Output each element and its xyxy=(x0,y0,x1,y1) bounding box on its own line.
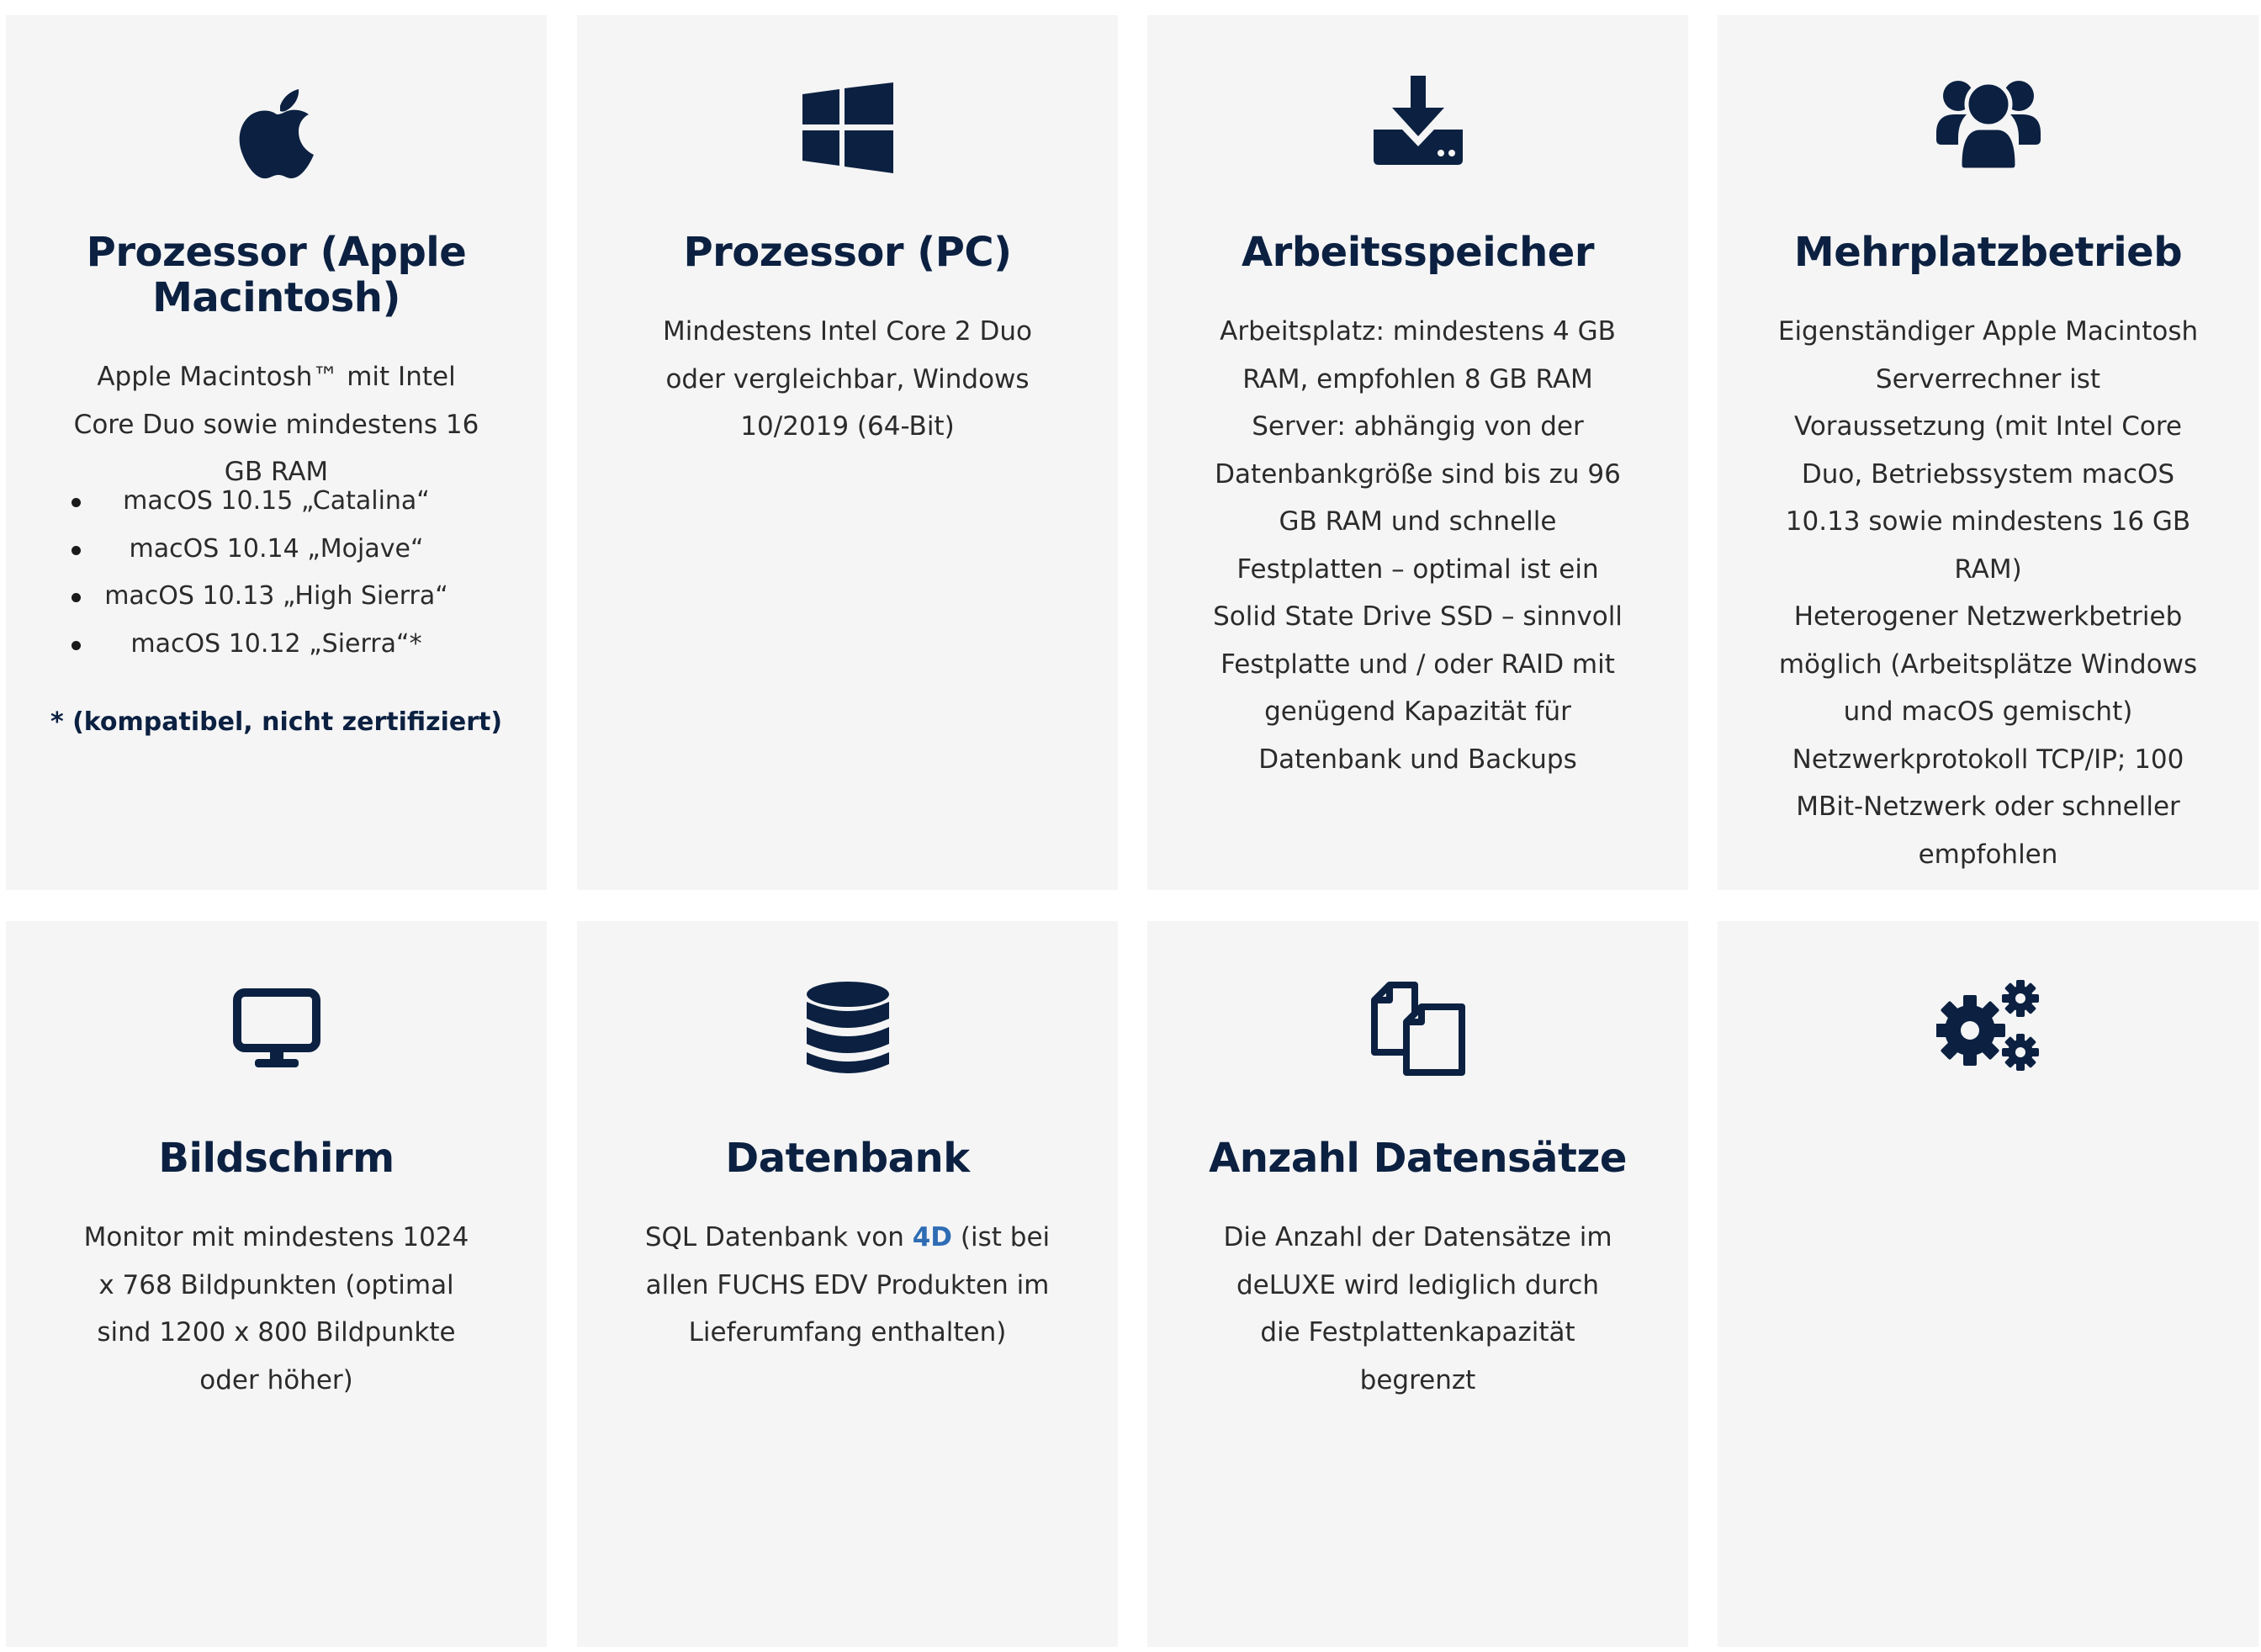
card-prozessor-apple xyxy=(6,15,547,890)
windows-icon xyxy=(577,82,1118,173)
card-mehrplatzbetrieb xyxy=(1718,15,2258,890)
4d-link[interactable]: 4D xyxy=(912,1222,953,1252)
card-body-text: Heterogener Netzwerkbetrieb möglich (Arbeitsplätze Windows und macOS gemischt) xyxy=(1778,601,2198,727)
download-icon xyxy=(1147,76,1688,165)
card-prozessor-pc xyxy=(577,15,1118,890)
card-arbeitsspeicher xyxy=(1147,15,1688,890)
card-gears xyxy=(1718,921,2258,1647)
card-body xyxy=(644,1214,1051,1357)
card-body-text: Apple Macintosh™ mit Intel Core Duo sowie mindestens 16 GB RAM xyxy=(73,362,479,487)
card-title: Anzahl Datensätze xyxy=(1209,1135,1627,1182)
card-body-text: Die Anzahl der Datensätze im deLUXE wird lediglich durch die Festplattenkapazität begrenzt xyxy=(1223,1222,1612,1395)
card-body-text: Server: abhängig von der Datenbankgröße sind bis zu 96 GB RAM und schnelle Festplatten – optimal ist ein Solid State Drive SSD – sinnvoll xyxy=(1213,411,1623,632)
compatibility-note: * (kompatibel, nicht zertifiziert) xyxy=(50,707,503,737)
card-body xyxy=(73,1214,479,1404)
card-body-text: Festplatte und / oder RAID mit genügend Kapazität für Datenbank und Backups xyxy=(1221,649,1615,775)
body-text-before: SQL Datenbank von xyxy=(644,1222,913,1252)
monitor-icon xyxy=(6,988,547,1069)
card-body xyxy=(65,353,488,496)
card-anzahl-datensaetze xyxy=(1147,921,1688,1647)
list-item: macOS 10.13 „High Sierra“ xyxy=(65,573,488,621)
card-title: Mehrplatzbetrieb xyxy=(1793,229,2183,276)
card-body-text xyxy=(644,1214,1051,1357)
list-item: macOS 10.15 „Catalina“ xyxy=(65,478,488,526)
card-title: Prozessor (Apple Macintosh) xyxy=(86,229,467,321)
card-body-text: Eigenständiger Apple Macintosh Serverrechner ist Voraussetzung (mit Intel Core Duo, Betriebssystem macOS 10.13 sowie mindestens 16 GB RAM) xyxy=(1777,316,2199,585)
body-text-after: (ist bei allen FUCHS EDV Produkten im Lieferumfang enthalten) xyxy=(645,1222,1051,1348)
apple-icon xyxy=(6,89,547,180)
os-list xyxy=(65,478,488,668)
card-bildschirm xyxy=(6,921,547,1647)
card-title: Datenbank xyxy=(725,1135,970,1182)
card-body xyxy=(1206,308,1629,783)
card-title: Prozessor (PC) xyxy=(683,229,1012,276)
list-item: macOS 10.12 „Sierra“* xyxy=(65,621,488,669)
list-item: macOS 10.14 „Mojave“ xyxy=(65,526,488,574)
card-datenbank xyxy=(577,921,1118,1647)
card-title: Bildschirm xyxy=(158,1135,394,1182)
users-icon xyxy=(1718,74,2258,172)
database-icon xyxy=(577,982,1118,1076)
card-body xyxy=(636,308,1059,451)
card-title: Arbeitsspeicher xyxy=(1242,229,1594,276)
files-icon xyxy=(1147,980,1688,1078)
card-body-text: Arbeitsplatz: mindestens 4 GB RAM, empfohlen 8 GB RAM xyxy=(1220,316,1616,394)
gears-icon xyxy=(1718,980,2258,1074)
card-body-text: Monitor mit mindestens 1024 x 768 Bildpunkten (optimal sind 1200 x 800 Bildpunkte oder höher) xyxy=(83,1222,469,1395)
card-body-text: Mindestens Intel Core 2 Duo oder vergleichbar, Windows 10/2019 (64-Bit) xyxy=(663,316,1032,442)
card-body xyxy=(1215,1214,1621,1404)
card-body xyxy=(1776,308,2200,878)
card-body-text: Netzwerkprotokoll TCP/IP; 100 MBit-Netzwerk oder schneller empfohlen xyxy=(1792,744,2184,870)
